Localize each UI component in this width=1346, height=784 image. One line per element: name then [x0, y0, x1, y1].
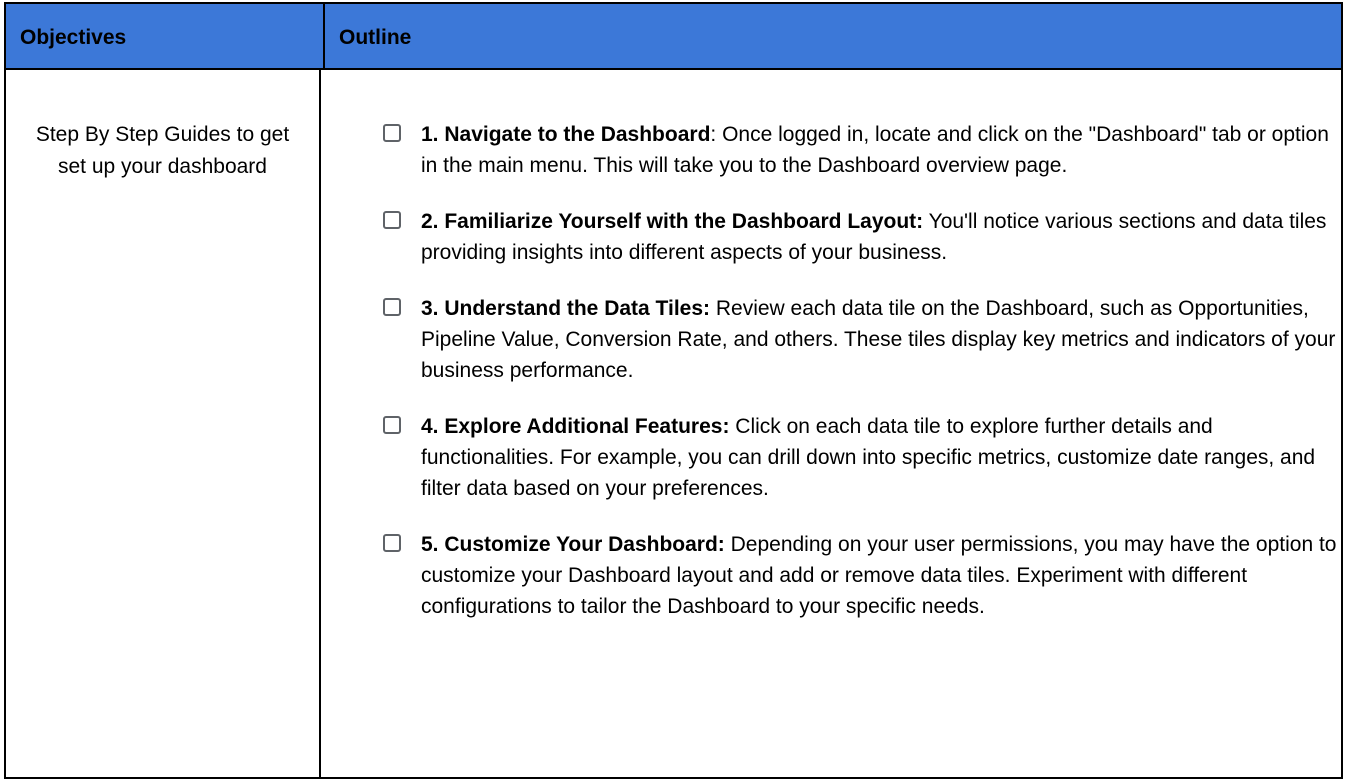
step-1-title: 1. Navigate to the Dashboard	[421, 123, 711, 146]
step-1-text: : Once logged in, locate and click on the "Dashboard" tab or option in the main menu. This will take you to the Dashboard overview page.	[421, 123, 1329, 177]
header-objectives: Objectives	[6, 4, 325, 68]
checkbox-2[interactable]	[383, 211, 401, 229]
checklist-item-4	[381, 411, 1341, 504]
checkbox-5[interactable]	[383, 534, 401, 552]
step-3-text: Review each data tile on the Dashboard, such as Opportunities, Pipeline Value, Conversion Rate, and others. These tiles display key metrics and indicators of your business performance.	[421, 297, 1336, 382]
step-5-text: Depending on your user permissions, you may have the option to customize your Dashboard layout and add or remove data tiles. Experiment with different configurations to tailor the Dashboard to your specific needs.	[421, 533, 1337, 618]
step-2-title: 2. Familiarize Yourself with the Dashboard Layout:	[421, 210, 924, 233]
checklist-item-1	[381, 119, 1341, 181]
step-4-title: 4. Explore Additional Features:	[421, 415, 730, 438]
checkbox-4[interactable]	[383, 416, 401, 434]
checklist-item-5	[381, 529, 1341, 622]
checkbox-1[interactable]	[383, 124, 401, 142]
step-5-title: 5. Customize Your Dashboard:	[421, 533, 725, 556]
objectives-outline-table	[4, 2, 1343, 779]
table-body-row	[6, 70, 1341, 777]
objective-cell: Step By Step Guides to get set up your dashboard	[6, 70, 321, 777]
checklist-item-3	[381, 293, 1341, 386]
table-header-row	[6, 4, 1341, 70]
step-2-text: You'll notice various sections and data tiles providing insights into different aspects of your business.	[421, 210, 1327, 264]
step-3-title: 3. Understand the Data Tiles:	[421, 297, 711, 320]
checkbox-3[interactable]	[383, 298, 401, 316]
outline-cell	[321, 70, 1341, 777]
header-outline: Outline	[339, 26, 412, 49]
checklist-item-2	[381, 206, 1341, 268]
step-4-text: Click on each data tile to explore further details and functionalities. For example, you can drill down into specific metrics, customize date ranges, and filter data based on your preferences.	[421, 415, 1316, 500]
